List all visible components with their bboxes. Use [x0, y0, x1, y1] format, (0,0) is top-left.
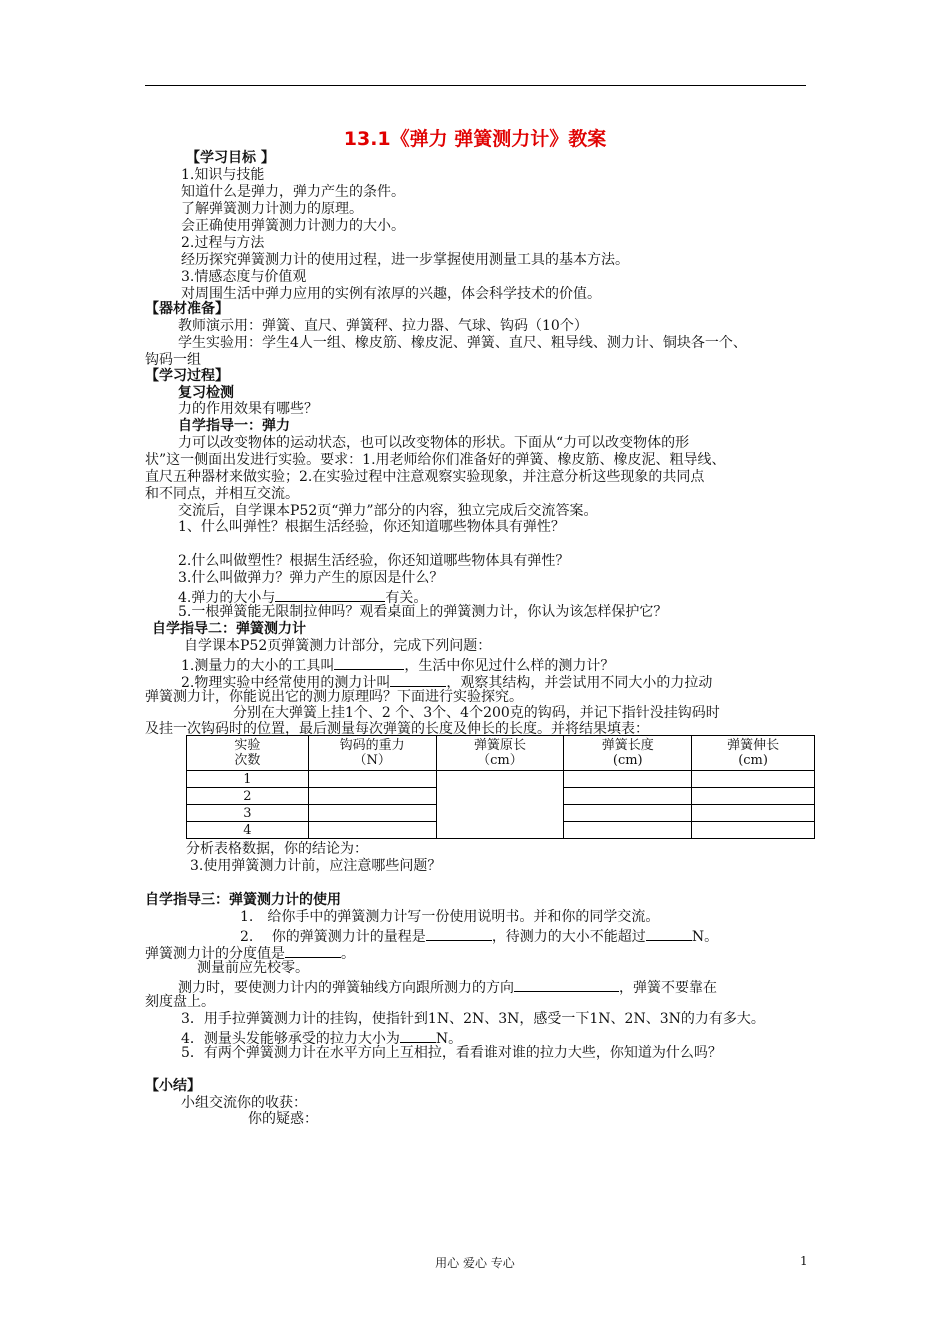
guide3-note: [178, 977, 717, 997]
objective-line: 3.情感态度与价值观: [181, 269, 307, 285]
guide1-paragraph: 交流后，自学课本P52页“弹力”部分的内容，独立完成后交流答案。: [178, 503, 598, 519]
header-text: 实验: [234, 738, 261, 753]
answer-blank[interactable]: [426, 926, 492, 941]
guide2-question-cont: 弹簧测力计，你能说出它的测力原理吗？下面进行实验探究。: [145, 689, 523, 705]
answer-blank[interactable]: [514, 977, 619, 992]
guide3-question: 1. 给你手中的弹簧测力计写一份使用说明书。并和你的同学交流。: [240, 909, 660, 925]
guide3-heading: 自学指导三：弹簧测力计的使用: [145, 892, 341, 908]
table-cell[interactable]: [308, 805, 436, 822]
trial-number: 4: [187, 822, 309, 839]
experiment-instructions: 分别在大弹簧上挂1个、2 个、3个、4个200克的钩码，并记下指针没挂钩码时: [233, 705, 720, 721]
question-text: 4.弹力的大小与: [178, 590, 276, 606]
objective-line: 经历探究弹簧测力计的使用过程，进一步掌握使用测量工具的基本方法。: [181, 252, 629, 268]
question-text: ，弹簧不要靠在: [619, 980, 717, 996]
answer-blank[interactable]: [400, 1028, 436, 1043]
objective-line: 会正确使用弹簧测力计测力的大小。: [181, 218, 405, 234]
question-text: ，生活中你见过什么样的测力计？: [404, 658, 615, 674]
table-cell[interactable]: [308, 788, 436, 805]
guide1-paragraph: 力可以改变物体的运动状态，也可以改变物体的形状。下面从“力可以改变物体的形: [178, 435, 690, 451]
question-text: 4．测量头发能够承受的拉力大小为: [181, 1031, 400, 1047]
header-text: 弹簧原长: [473, 738, 526, 753]
guide1-question: 2.什么叫做塑性？根据生活经验，你还知道哪些物体具有弹性？: [178, 553, 570, 569]
answer-blank[interactable]: [275, 587, 385, 602]
table-cell[interactable]: [692, 822, 815, 839]
table-row: [187, 771, 815, 788]
header-text: （cm）: [477, 753, 523, 768]
trial-number: 3: [187, 805, 309, 822]
header-text: 弹簧长度: [601, 738, 654, 753]
table-cell[interactable]: [564, 788, 692, 805]
answer-blank[interactable]: [285, 943, 341, 958]
objective-line: 1.知识与技能: [181, 167, 265, 183]
guide3-note-cont: 刻度盘上。: [145, 994, 215, 1010]
trial-number: 1: [187, 771, 309, 788]
question-text: 1.测量力的大小的工具叫: [181, 658, 335, 674]
table-cell[interactable]: [692, 771, 815, 788]
column-header: [308, 736, 436, 771]
guide1-paragraph: 和不同点，并相互交流。: [145, 486, 299, 502]
column-header: [436, 736, 564, 771]
table-cell[interactable]: [692, 788, 815, 805]
guide2-question: 3.使用弹簧测力计前，应注意哪些问题？: [190, 858, 442, 874]
guide1-question: 1、什么叫弹性？根据生活经验，你还知道哪些物体具有弹性？: [178, 519, 565, 535]
table-cell[interactable]: [308, 822, 436, 839]
summary-line: 小组交流你的收获：: [181, 1095, 307, 1111]
question-text: ，待测力的大小不能超过: [491, 929, 646, 945]
review-question: 力的作用效果有哪些？: [178, 401, 318, 417]
guide1-paragraph: 直尺五种器材来做实验；2.在实验过程中注意观察实验现象，并注意分析这些现象的共同点: [145, 469, 705, 485]
equipment-student: 学生实验用：学生4人一组、橡皮筋、橡皮泥、弹簧、直尺、粗导线、测力计、铜块各一个、: [178, 335, 747, 351]
guide2-heading: 自学指导二：弹簧测力计: [152, 621, 306, 637]
column-header: [564, 736, 692, 771]
guide2-paragraph: 自学课本P52页弹簧测力计部分，完成下列问题：: [184, 638, 492, 654]
process-heading: 【学习过程】: [145, 368, 229, 384]
header-text: (cm): [738, 753, 768, 768]
conclusion-prompt: 分析表格数据，你的结论为：: [186, 841, 368, 857]
header-text: (cm): [612, 753, 643, 768]
guide1-heading: 自学指导一：弹力: [178, 418, 290, 434]
answer-blank[interactable]: [646, 926, 692, 941]
experiment-instructions: 及挂一次钩码时的位置，最后测量每次弹簧的长度及伸长的长度。并将结果填表：: [145, 721, 649, 737]
summary-line: 你的疑惑：: [248, 1111, 318, 1127]
guide3-question: 5．有两个弹簧测力计在水平方向上互相拉，看看谁对谁的拉力大些，你知道为什么吗？: [181, 1045, 722, 1061]
question-text: 测力时，要使测力计内的弹簧轴线方向跟所测力的方向: [178, 980, 514, 996]
question-text: 有关。: [385, 590, 428, 606]
page-number: 1: [800, 1254, 808, 1268]
table-header-row: [187, 736, 815, 771]
header-text: 钩码的重力: [339, 738, 405, 753]
table-cell[interactable]: [564, 822, 692, 839]
equipment-teacher: 教师演示用：弹簧、直尺、弹簧秤、拉力器、气球、钩码（10个）: [178, 318, 588, 334]
summary-heading: 【小结】: [145, 1078, 201, 1094]
table-cell[interactable]: [564, 771, 692, 788]
header-text: 次数: [234, 753, 261, 768]
question-text: 2. 你的弹簧测力计的量程是: [240, 929, 426, 945]
header-text: 弹簧伸长: [727, 738, 780, 753]
guide1-question: 3.什么叫做弹力？弹力产生的原因是什么？: [178, 570, 444, 586]
results-table: [186, 735, 815, 839]
equipment-heading: 【器材准备】: [145, 301, 229, 317]
table-cell[interactable]: [564, 805, 692, 822]
guide1-paragraph: 状”这一侧面出发进行实验。要求：1.用老师给你们准备好的弹簧、橡皮筋、橡皮泥、粗导线、: [145, 452, 726, 468]
column-header: [692, 736, 815, 771]
question-text: 弹簧测力计的分度值是: [145, 946, 285, 962]
guide1-question: 5.一根弹簧能无限制拉伸吗？观看桌面上的弹簧测力计，你认为该怎样保护它？: [178, 604, 668, 620]
header-text: （N）: [353, 753, 391, 768]
table-cell[interactable]: [308, 771, 436, 788]
question-text: ，观察其结构，并尝试用不同大小的力拉动: [446, 675, 713, 691]
question-text: N。: [435, 1031, 463, 1047]
answer-blank[interactable]: [390, 672, 446, 687]
page-title: 13.1《弹力 弹簧测力计》教案: [343, 128, 607, 150]
trial-number: 2: [187, 788, 309, 805]
question-text: N。: [691, 929, 719, 945]
equipment-student-cont: 钩码一组: [145, 352, 201, 368]
question-text: 。: [341, 946, 355, 962]
guide3-note: 测量前应先校零。: [197, 960, 309, 976]
table-cell[interactable]: [692, 805, 815, 822]
objective-line: 了解弹簧测力计测力的原理。: [181, 201, 363, 217]
objective-line: 对周围生活中弹力应用的实例有浓厚的兴趣，体会科学技术的价值。: [181, 286, 601, 302]
question-text: 2.物理实验中经常使用的测力计叫: [181, 675, 391, 691]
objective-line: 知道什么是弹力，弹力产生的条件。: [181, 184, 405, 200]
page-footer: 用心 爱心 专心: [435, 1256, 515, 1270]
objective-line: 2.过程与方法: [181, 235, 265, 251]
review-heading: 复习检测: [178, 385, 234, 401]
objectives-heading: 【学习目标 】: [186, 150, 275, 166]
column-header: [187, 736, 309, 771]
guide3-question: 3．用手拉弹簧测力计的挂钩，使指针到1N、2N、3N，感受一下1N、2N、3N的力有多大。: [181, 1011, 765, 1027]
header-rule: [145, 85, 806, 86]
table-cell-merged[interactable]: [436, 771, 564, 839]
answer-blank[interactable]: [334, 655, 404, 670]
